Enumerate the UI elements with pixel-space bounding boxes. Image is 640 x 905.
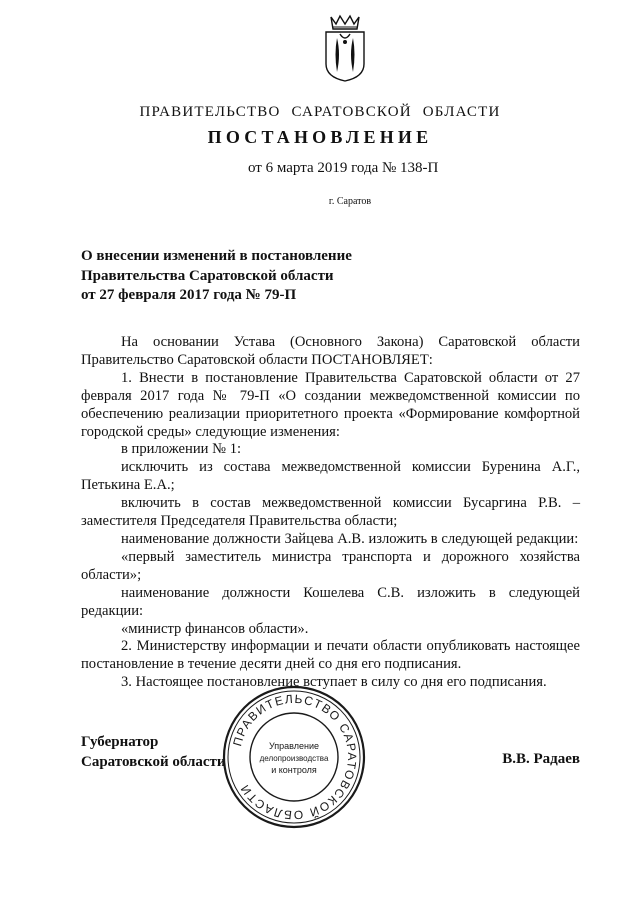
stamp-center-line: Управление [268, 741, 320, 751]
body-paragraph: исключить из состава межведомственной комиссии Буренина А.Г., Петькина Е.А.; [81, 459, 580, 494]
official-stamp-icon [219, 682, 369, 832]
stamp-center-line: и контроля [271, 765, 317, 775]
signatory-name: В.В. Радаев [502, 751, 580, 767]
stamp-ring-text: ПРАВИТЕЛЬСТВО САРАТОВСКОЙ ОБЛАСТИ [230, 691, 360, 823]
body-paragraph: «министр финансов области». [121, 620, 309, 637]
document-date-number: от 6 марта 2019 года № 138-П [248, 160, 439, 176]
body-paragraph: «первый заместитель министра транспорта и дорожного хозяйства области»; [81, 548, 580, 583]
body-paragraph: включить в состав межведомственной комиссии Бусаргина Р.В. – заместителя Председателя Правительства области; [81, 495, 580, 530]
signatory-position-line: Губернатор [81, 734, 159, 750]
subject-line: от 27 февраля 2017 года № 79-П [81, 287, 297, 303]
document-body [81, 334, 580, 692]
body-paragraph: наименование должности Кошелева С.В. изложить в следующей редакции: [81, 584, 580, 619]
stamp-center-line: делопроизводства [259, 754, 329, 763]
document-type: ПОСТАНОВЛЕНИЕ [207, 127, 433, 147]
body-paragraph: 2. Министерству информации и печати области опубликовать настоящее постановление в течение десяти дней со дня его подписания. [81, 638, 580, 673]
subject-line: Правительства Саратовской области [81, 267, 334, 284]
document-subject [81, 247, 461, 306]
body-paragraph: наименование должности Зайцева А.В. изложить в следующей редакции: [121, 530, 579, 547]
document-city: г. Саратов [328, 196, 372, 207]
coat-of-arms-icon [322, 14, 368, 82]
body-paragraph: в приложении № 1: [121, 441, 242, 458]
body-paragraph: 3. Настоящее постановление вступает в силу со дня его подписания. [121, 674, 547, 691]
body-paragraph: На основании Устава (Основного Закона) Саратовской области Правительство Саратовской области ПОСТАНОВЛЯЕТ: [81, 334, 580, 368]
government-title: ПРАВИТЕЛЬСТВО САРАТОВСКОЙ ОБЛАСТИ [139, 104, 501, 120]
subject-line: О внесении изменений в постановление [81, 248, 352, 264]
signatory-position-line: Саратовской области [81, 753, 226, 770]
body-paragraph: 1. Внести в постановление Правительства Саратовской области от 27 февраля 2017 года № 79-П «О создании межведомственной комиссии по обеспечению реализации приоритетного проекта «Формирование комфортной городской среды» следующие изменения: [81, 369, 580, 440]
signatory-position [81, 733, 226, 772]
